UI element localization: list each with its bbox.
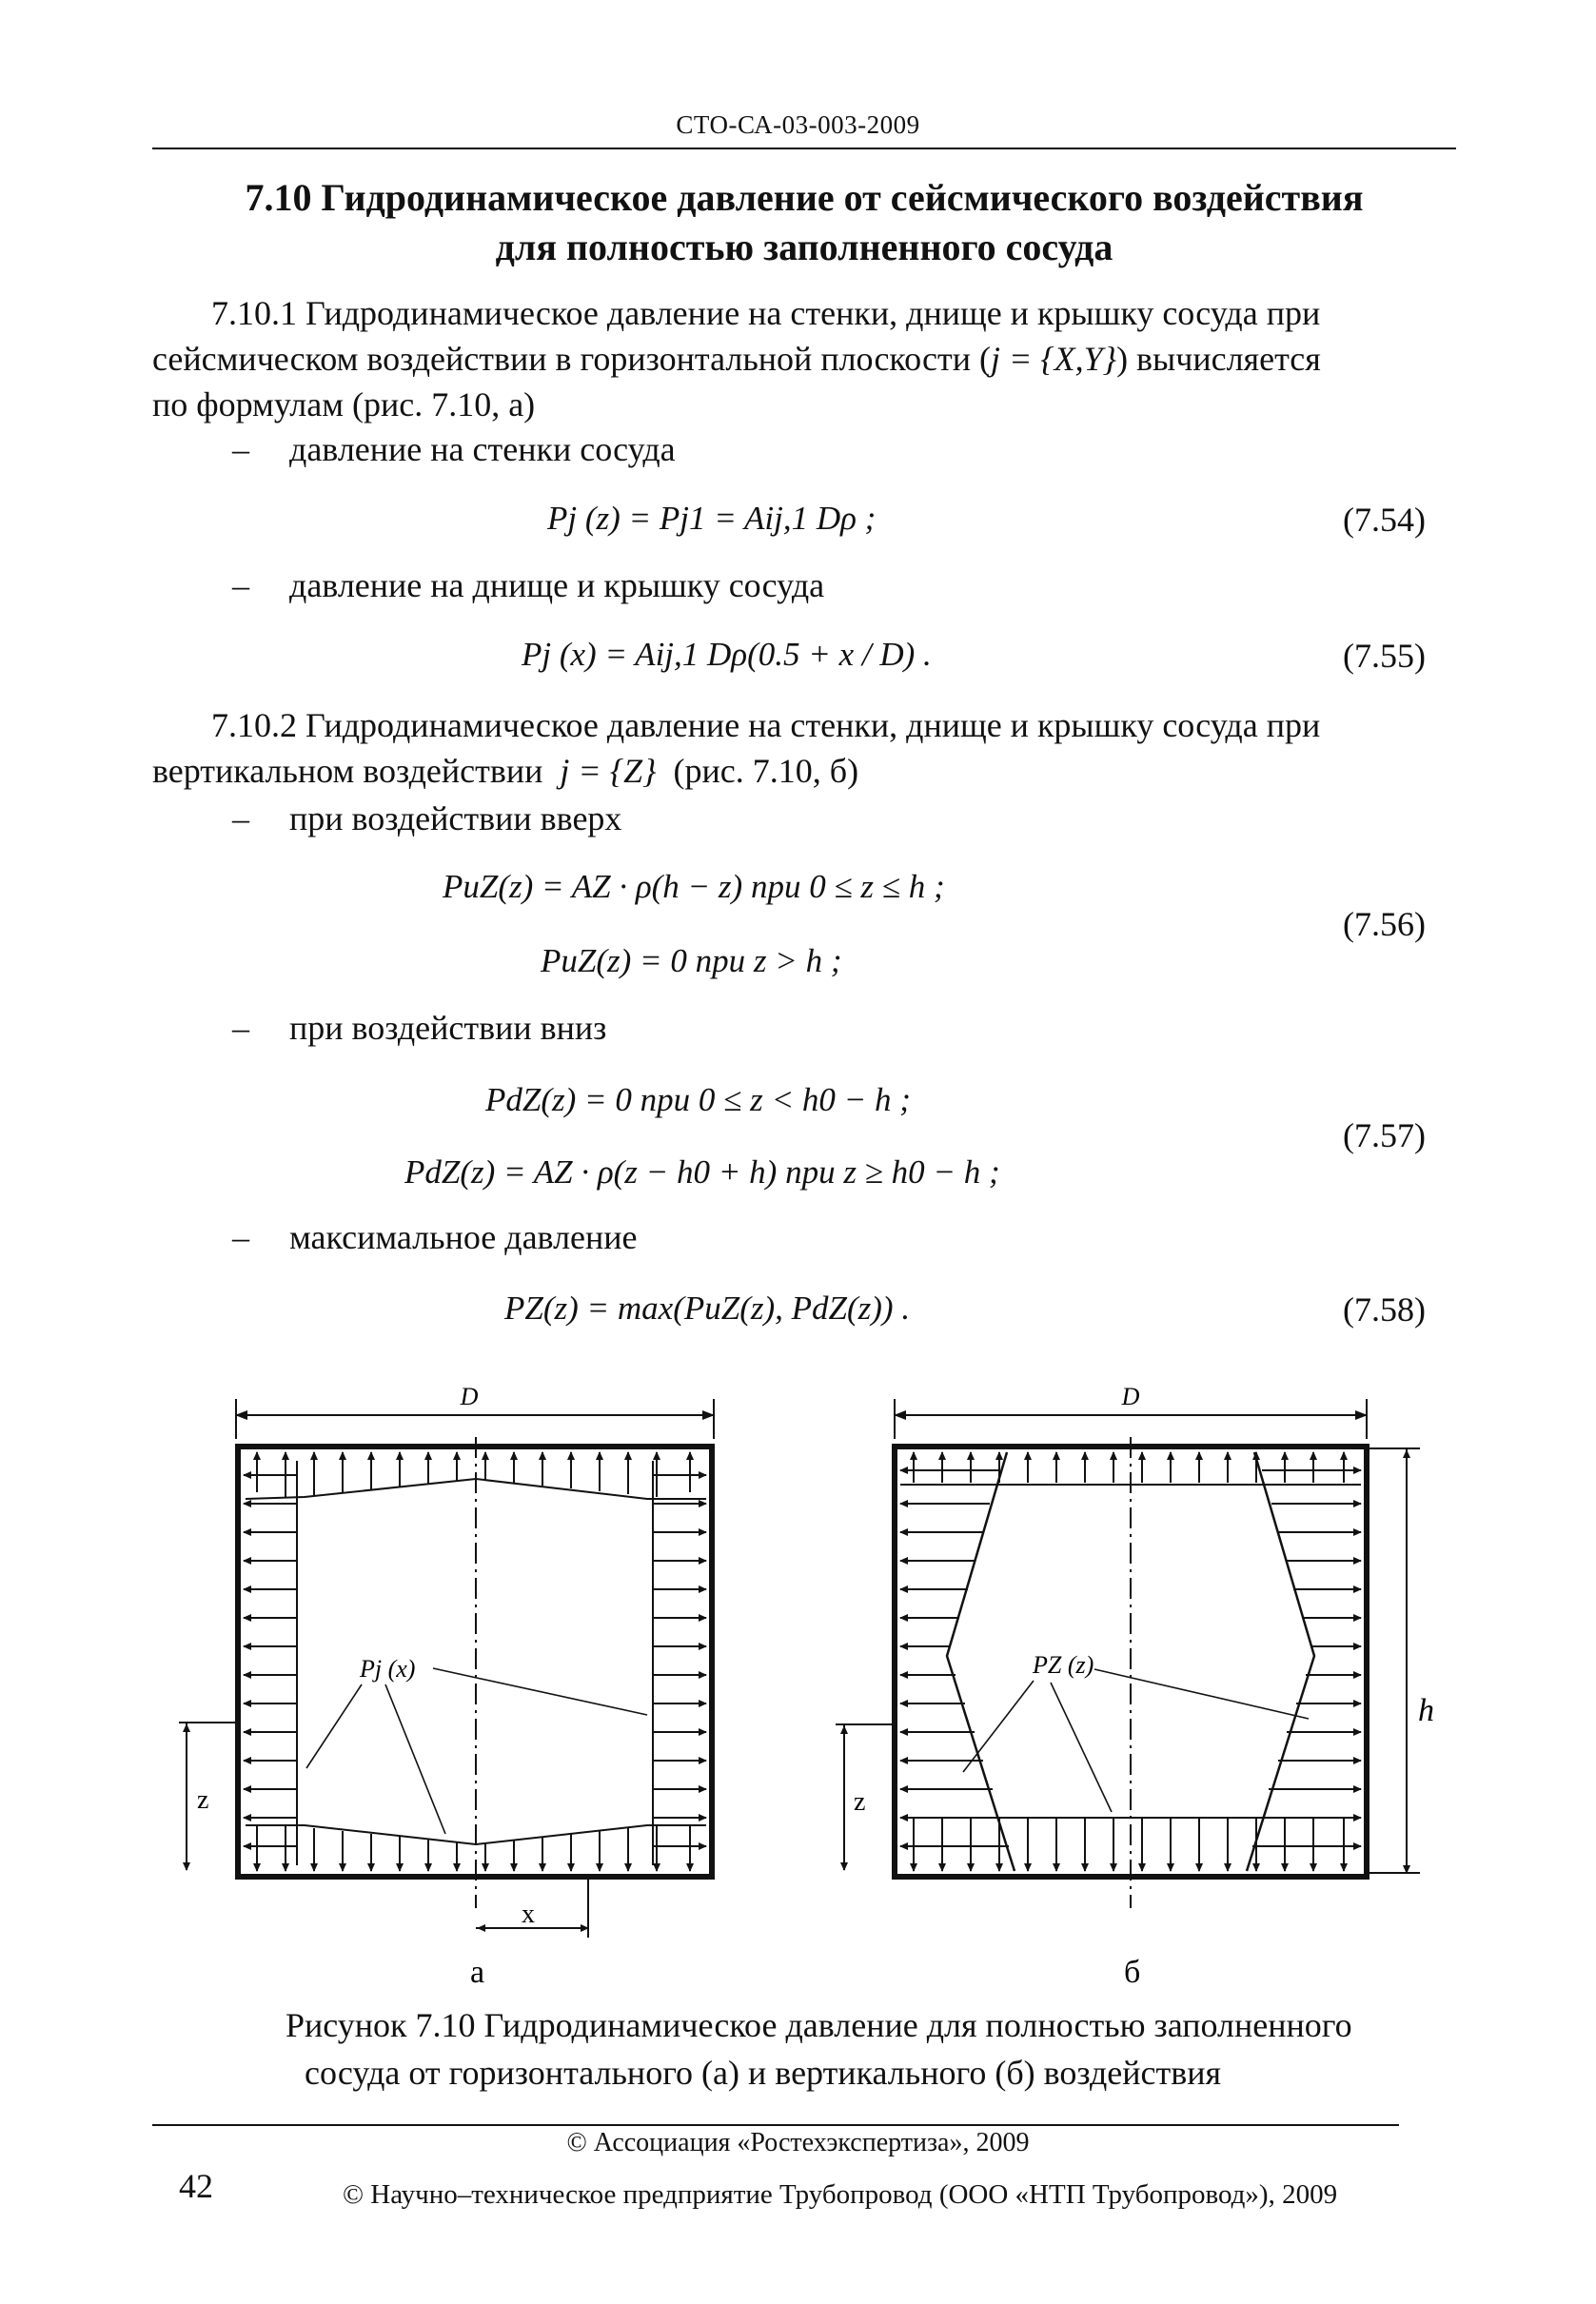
para2-line-2-text-a: вертикальном воздействии (152, 752, 543, 790)
list-item-max-pressure (232, 1213, 1184, 1261)
left-wall-arrows-b (900, 1470, 1009, 1846)
para2-line-1: 7.10.2 Гидродинамическое давление на стенки, днище и крышку сосуда при (211, 706, 1321, 744)
list-item-walls (232, 425, 1184, 473)
dash-bullet: – (232, 1009, 249, 1047)
formula-7-57-a: PdZ(z) = 0 при 0 ≤ z < h0 − h ; (485, 1081, 911, 1118)
dash-bullet: – (232, 566, 249, 604)
equation-number-7-57: (7.57) (1343, 1116, 1426, 1154)
para1-line-2-text-b: ) вычисляется (1116, 340, 1321, 378)
pressure-leaders-b (963, 1669, 1309, 1812)
para1-formula-j: j = {X,Y} (990, 340, 1117, 378)
left-wall-envelope-b (947, 1452, 1015, 1871)
para1-line-3: по формулам (рис. 7.10, а) (152, 385, 536, 423)
equation-number-7-54: (7.54) (1343, 501, 1426, 539)
dash-bullet: – (232, 1218, 249, 1256)
header-rule (152, 148, 1456, 149)
diagram-b (836, 1383, 1434, 1990)
paragraph-7-10-1 (152, 290, 1456, 427)
dim-z-label-b: z (854, 1787, 866, 1817)
right-wall-arrows-b (1252, 1470, 1361, 1846)
list-item-text: давление на стенки сосуда (289, 430, 676, 468)
list-item-downward (232, 1004, 1184, 1052)
pressure-label-b: PZ (z) (1033, 1651, 1094, 1679)
dim-d-label-b: D (1121, 1383, 1140, 1410)
dim-h-label-b: h (1418, 1693, 1434, 1728)
left-wall-arrows-a (244, 1475, 297, 1846)
list-item-text: давление на днище и крышку сосуда (289, 566, 825, 604)
figure-caption-line-2: сосуда от горизонтального (а) и вертикального (б) воздействия (305, 2054, 1222, 2092)
formula-7-54: Pj (z) = Pj1 = Aij,1 Dρ ; (547, 500, 877, 537)
formula-7-57-b: PdZ(z) = AZ · ρ(z − h0 + h) при z ≥ h0 − h ; (404, 1153, 1000, 1191)
para1-line-2 (152, 336, 1456, 382)
equation-number-7-56: (7.56) (1343, 905, 1426, 943)
diagram-a (179, 1383, 714, 1990)
right-wall-envelope-b (1247, 1452, 1314, 1871)
para2-formula-j: j = {Z} (560, 752, 657, 790)
top-pressure-arrows-b (914, 1452, 1344, 1483)
figure-caption (286, 2001, 1485, 2097)
figure-7-10 (0, 1370, 1596, 1999)
figure-caption-line-1: Рисунок 7.10 Гидродинамическое давление для полностью заполненного (286, 2006, 1352, 2044)
list-item-upward (232, 795, 1184, 842)
list-item-text: при воздействии вниз (289, 1009, 607, 1047)
list-item-text: максимальное давление (289, 1218, 638, 1256)
dim-z-label-a: z (197, 1785, 209, 1815)
section-title-line-1: 7.10 Гидродинамическое давление от сейсмического воздействия (245, 176, 1364, 219)
subfigure-label-b: б (1124, 1955, 1141, 1990)
list-item-text: при воздействии вверх (289, 799, 622, 837)
bottom-pressure-arrows-b (914, 1818, 1344, 1871)
subfigure-label-a: а (470, 1955, 485, 1990)
para2-line-2 (152, 748, 1456, 794)
dash-bullet: – (232, 430, 249, 468)
list-item-bottom-cover (232, 561, 1184, 609)
document-code: СТО-СА-03-003-2009 (676, 110, 920, 139)
pressure-label-a: Pj (x) (360, 1655, 416, 1683)
dim-x-label-a: x (522, 1900, 535, 1929)
dim-d-label-a: D (460, 1383, 479, 1410)
right-wall-arrows-a (653, 1475, 706, 1846)
dash-bullet: – (232, 799, 249, 837)
formula-7-56-b: PuZ(z) = 0 при z > h ; (541, 942, 842, 979)
footer-copyright-1: © Ассоциация «Ростехэкспертиза», 2009 (566, 2128, 1030, 2157)
para1-line-1: 7.10.1 Гидродинамическое давление на стенки, днище и крышку сосуда при (211, 294, 1321, 332)
formula-7-55: Pj (x) = Aij,1 Dρ(0.5 + x / D) . (522, 636, 932, 673)
bottom-pressure-arrows-a (257, 1825, 690, 1871)
section-title-line-2: для полностью заполненного сосуда (495, 226, 1113, 268)
page-number: 42 (179, 2167, 213, 2205)
footer-rule (152, 2124, 1399, 2126)
section-title (171, 173, 1437, 272)
formula-7-56-a: PuZ(z) = AZ · ρ(h − z) при 0 ≤ z ≤ h ; (443, 868, 945, 905)
para1-line-2-text-a: сейсмическом воздействии в горизонтальной плоскости ( (152, 340, 991, 378)
formula-7-58: PZ(z) = max(PuZ(z), PdZ(z)) . (504, 1290, 911, 1327)
equation-number-7-58: (7.58) (1343, 1290, 1426, 1329)
footer-copyright-2: © Научно–техническое предприятие Трубопровод (ООО «НТП Трубопровод»), 2009 (343, 2179, 1338, 2210)
equation-number-7-55: (7.55) (1343, 637, 1426, 675)
para2-line-2-text-b: (рис. 7.10, б) (673, 752, 859, 790)
paragraph-7-10-2 (152, 702, 1456, 794)
top-pressure-arrows-a (257, 1452, 690, 1497)
